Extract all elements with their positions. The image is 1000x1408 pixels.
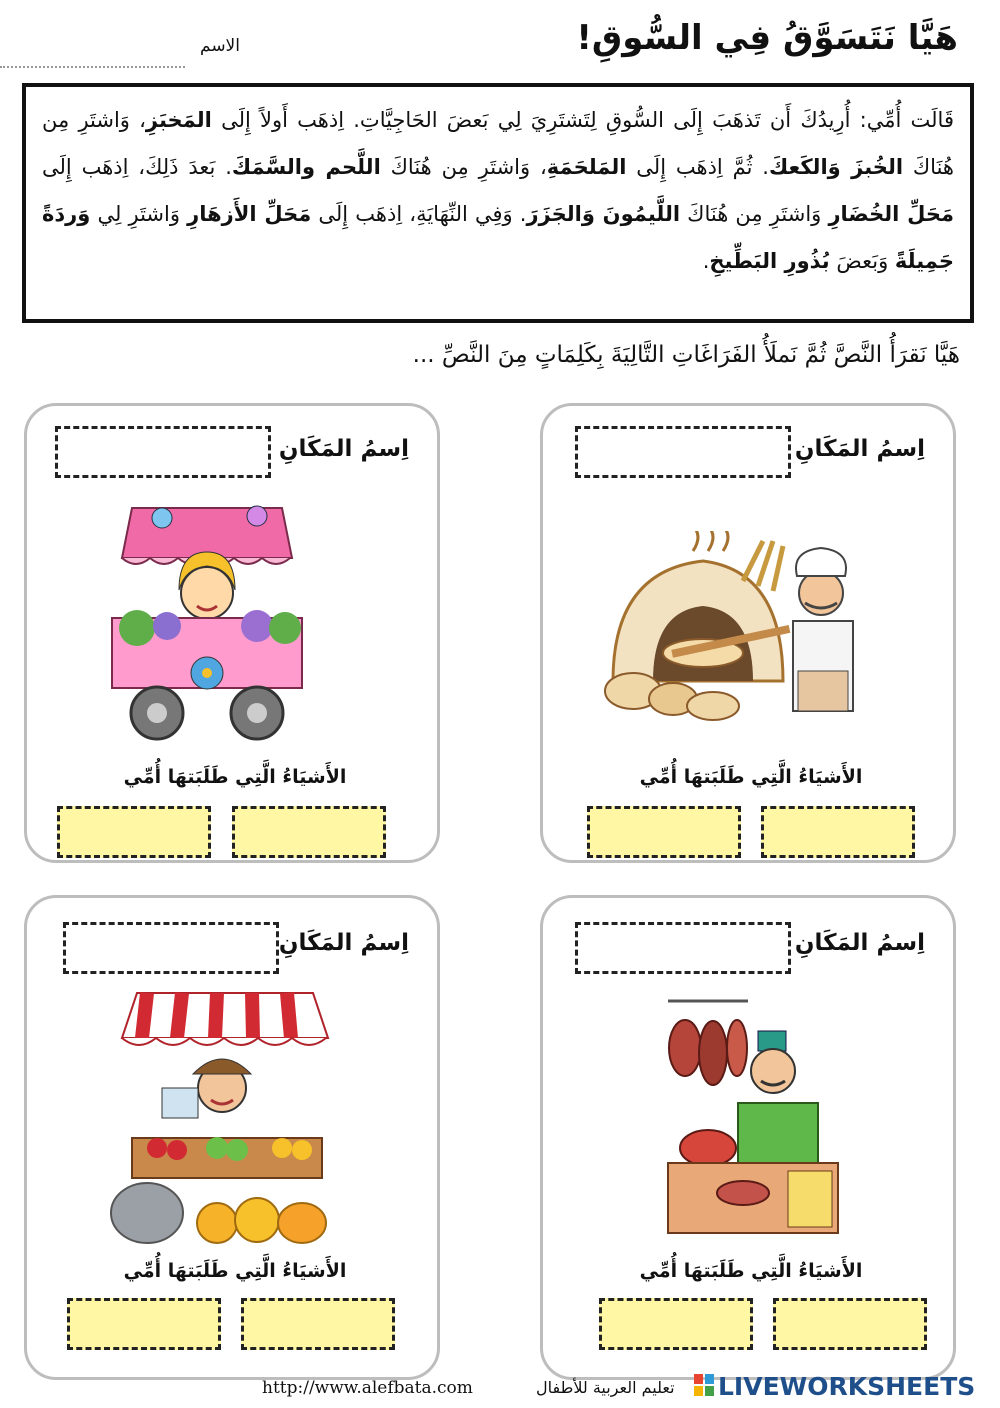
vegetable-stall-illustration: [107, 988, 343, 1248]
card-bakery: [540, 403, 956, 863]
story-keyword: بُذُورِ البَطِّيخِ: [709, 249, 830, 273]
footer-url: http://www.alefbata.com: [262, 1378, 473, 1398]
baker-illustration: [593, 531, 883, 731]
liveworksheets-logo-icon: [694, 1374, 714, 1396]
story-box: [22, 83, 974, 323]
story-text: . بَعدَ ذَلِكَ، اِذهَب إِلَى: [42, 155, 232, 179]
story-text: . ثُمَّ اِذهَب إِلَى: [626, 155, 769, 179]
story-keyword: الخُبزَ وَالكَعكَ: [768, 155, 904, 179]
place-label: اِسمُ المَكَانِ: [794, 436, 925, 462]
story-keyword: مَحَلِّ الأَزهَارِ: [187, 202, 312, 226]
place-answer-input[interactable]: [63, 922, 279, 974]
story-keyword: مَحَلِّ الخُضَارِ: [828, 202, 954, 226]
story-keyword: المَخبَزِ: [145, 108, 212, 132]
card-vegetables: [24, 895, 440, 1380]
item-answer-2[interactable]: [241, 1298, 395, 1350]
story-text: ، وَاشتَرِ مِن هُنَاكَ: [380, 155, 547, 179]
story-text: قَالَت أُمِّي: أُرِيدُكَ أَن تَذهَبَ إِلَى السُّوقِ لِتَشتَرِيَ لِي بَعضَ الحَاجِيَّاتِ. اِذهَب أَولاً إِلَى: [211, 108, 954, 132]
story-keyword: اللَّيمُونَ وَالجَزَرَ: [526, 202, 681, 226]
items-label: الأَشيَاءُ الَّتِي طَلَبَتهَا أُمِّي: [639, 1260, 863, 1282]
butcher-illustration: [663, 993, 843, 1243]
name-field[interactable]: [0, 66, 185, 68]
liveworksheets-brand: LIVEWORKSHEETS: [718, 1372, 976, 1401]
item-answer-1[interactable]: [57, 806, 211, 858]
page-title: هَيَّا نَتَسَوَّقُ فِي السُّوقِ!: [576, 18, 958, 58]
name-label: الاسم: [200, 36, 240, 56]
story-text: . وَفِي النِّهَايَةِ، اِذهَب إِلَى: [311, 202, 527, 226]
story-text: وَبَعضَ: [829, 249, 895, 273]
place-answer-input[interactable]: [575, 426, 791, 478]
place-label: اِسمُ المَكَانِ: [278, 436, 409, 462]
story-text: وَاشتَرِ مِن هُنَاكَ: [680, 202, 829, 226]
instruction: هَيَّا نَقرَأُ النَّصَّ ثُمَّ نَملَأُ الفَرَاغَاتِ التَّالِيَةَ بِكَلِمَاتٍ مِنَ النَّصِّ ...: [412, 342, 960, 368]
story-text: ، وَاشتَرِ مِن هُنَاكَ: [42, 108, 954, 179]
story-keyword: اللَّحم والسَّمَكَ: [231, 155, 381, 179]
footer-tagline: تعليم العربية للأطفال: [536, 1378, 675, 1397]
card-butcher: [540, 895, 956, 1380]
item-answer-1[interactable]: [587, 806, 741, 858]
place-answer-input[interactable]: [55, 426, 271, 478]
story-text: .: [702, 249, 710, 273]
items-label: الأَشيَاءُ الَّتِي طَلَبَتهَا أُمِّي: [639, 766, 863, 788]
flower-cart-illustration: [107, 498, 307, 748]
item-answer-1[interactable]: [67, 1298, 221, 1350]
place-label: اِسمُ المَكَانِ: [278, 930, 409, 956]
item-answer-1[interactable]: [599, 1298, 753, 1350]
items-label: الأَشيَاءُ الَّتِي طَلَبَتهَا أُمِّي: [123, 766, 347, 788]
items-label: الأَشيَاءُ الَّتِي طَلَبَتهَا أُمِّي: [123, 1260, 347, 1282]
story-keyword: المَلحَمَةِ: [546, 155, 627, 179]
place-label: اِسمُ المَكَانِ: [794, 930, 925, 956]
story-text: وَاشتَرِ لِي: [90, 202, 188, 226]
story-keyword: وَردَةً جَمِيلَةً: [42, 202, 954, 273]
item-answer-2[interactable]: [773, 1298, 927, 1350]
item-answer-2[interactable]: [232, 806, 386, 858]
place-answer-input[interactable]: [575, 922, 791, 974]
item-answer-2[interactable]: [761, 806, 915, 858]
card-flowers: [24, 403, 440, 863]
